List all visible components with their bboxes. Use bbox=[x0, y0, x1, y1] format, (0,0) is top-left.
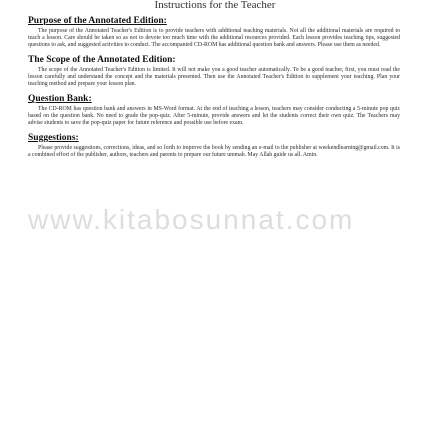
section-purpose bbox=[28, 16, 400, 49]
section-paragraph: The CD-ROM has question bank and answers in MS-Word format. At the end of teaching a lesson, teachers may consider conducting a 5-minute pop quiz based on the question bank. No need to grade the pop-quiz. After 5-minute, provide answers and let the students correct their own quiz. The Teachers may advise students to save the pop-quiz paper for future reference and possible use before exam. bbox=[28, 106, 400, 126]
watermark: www.kitabosunnat.com bbox=[28, 207, 355, 233]
section-heading: Question Bank: bbox=[28, 94, 92, 104]
section-heading: Purpose of the Annotated Edition: bbox=[28, 16, 167, 26]
section-suggestions bbox=[28, 133, 400, 159]
section-heading: The Scope of the Annotated Edition: bbox=[28, 55, 176, 65]
section-paragraph: The purpose of the Annotated Teacher's Edition is to provide teachers with additional teaching materials. Not all the additional materials are required to teach a lesson. Care should be taken so as not to devote too much time with the additional resources provided. Each lesson provides teaching tips, suggested questions to ask, and suggested activities to conduct. The accompanied CD-ROM has additional question bank and answers. Please use them as needed. bbox=[28, 28, 400, 48]
section-paragraph: The scope of the Annotated Teacher's Edition is limited. It will not make you a good teacher automatically. To be a good teacher, first, you must read the lesson carefully and understand the concept and the materials presented. Then use the Annotated Teacher's Edition to supplement your teaching. Plan your teaching method and prepare your lesson plan. bbox=[28, 67, 400, 87]
section-heading: Suggestions: bbox=[28, 133, 79, 143]
page-header-title: Instructions for the Teacher bbox=[154, 0, 276, 11]
page-header bbox=[0, 0, 430, 14]
section-question-bank bbox=[28, 94, 400, 127]
section-scope bbox=[28, 55, 400, 88]
section-paragraph: Please provide suggestions, corrections, ideas, and so forth to improve the book by sending an e-mail to the publisher at weekendlearning@gmail.com. It is a combined effort of the publisher, authors, teachers and parents to prepare our future ummah. May Allah guide us all. Amin. bbox=[28, 145, 400, 158]
document-body bbox=[28, 16, 400, 165]
